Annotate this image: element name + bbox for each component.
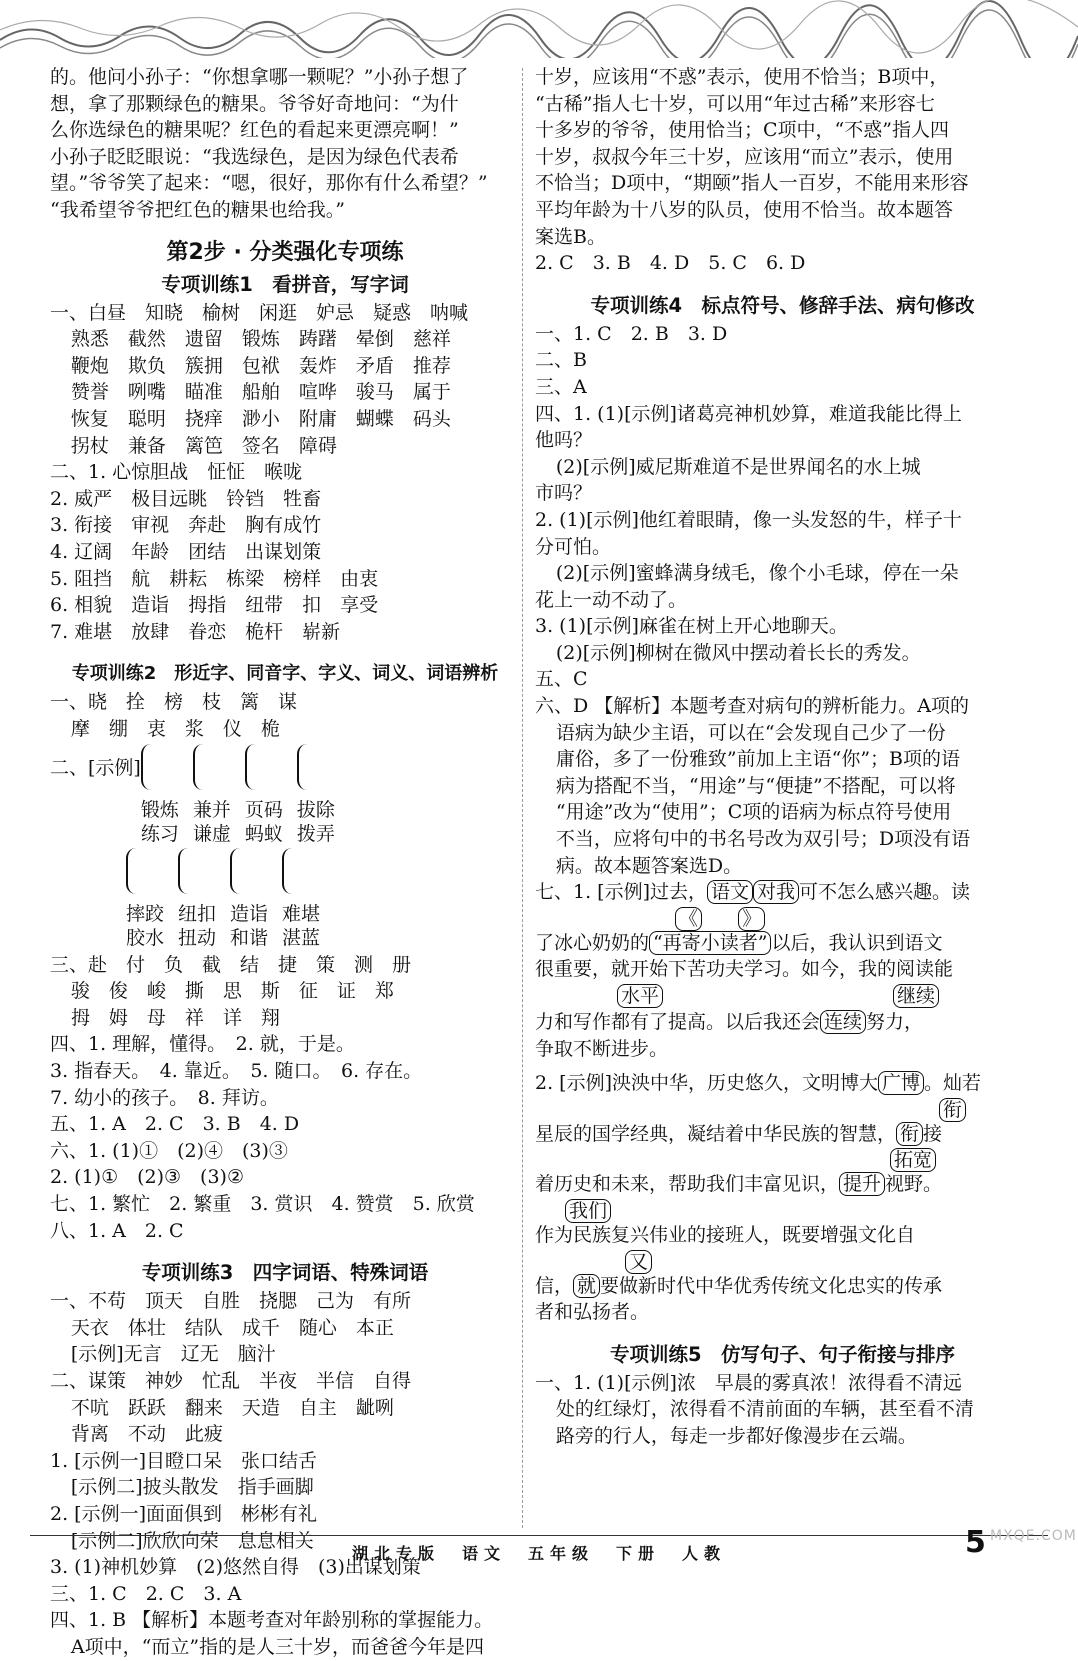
insertion-line bbox=[535, 1198, 1030, 1222]
section-heading-4: 专项训练4 标点符号、修辞手法、病句修改 bbox=[590, 293, 975, 317]
answer-line: 二、1. 心惊胆战 怔怔 喉咙 bbox=[50, 461, 303, 484]
insertion-line bbox=[535, 906, 1030, 930]
correction-line bbox=[535, 930, 1030, 957]
word: 和谐 bbox=[230, 926, 269, 949]
page-footer bbox=[0, 1535, 1078, 1565]
text: 信， bbox=[535, 1274, 574, 1297]
text-line: 么你选绿色的糖果呢？红色的看起来更漂亮啊！” bbox=[50, 119, 459, 142]
text: 了冰心奶奶的 bbox=[535, 931, 650, 954]
section-2-answers bbox=[50, 689, 520, 1244]
answer-line: 一、白昼 知晓 榆树 闲逛 妒忌 疑惑 呐喊 bbox=[50, 301, 469, 324]
text: 星辰的国学经典，凝结着中华民族的智慧， bbox=[535, 1122, 897, 1145]
answer-line: 七、1. 繁忙 2. 繁重 3. 赏识 4. 赞赏 5. 欣赏 bbox=[50, 1193, 475, 1215]
answer-line: 十岁，应该用“不惑”表示，使用不恰当；B项中， bbox=[535, 66, 949, 88]
answer-line: 3. (1)[示例]麻雀在树上开心地聊天。 bbox=[535, 615, 848, 638]
word: 纽扣 bbox=[178, 902, 217, 925]
boxed-word: 连续 bbox=[820, 1010, 866, 1034]
answer-line: 病。故本题答案选D。 bbox=[555, 854, 743, 877]
answer-line: 五、C bbox=[535, 668, 588, 691]
column-divider bbox=[522, 68, 523, 1528]
text: 可不怎么感兴趣。读 bbox=[799, 881, 971, 904]
answer-line: 一、不苟 顶天 自胜 挠腮 己为 有所 bbox=[50, 1290, 412, 1313]
word-pair bbox=[193, 744, 231, 846]
footer-text: 湖北专版 语文 五年级 下册 人教 bbox=[351, 1544, 726, 1563]
answer-line: 三、1. C 2. C 3. A bbox=[50, 1582, 242, 1605]
word: 扭动 bbox=[178, 926, 217, 949]
correction-line bbox=[535, 1009, 1030, 1036]
answer-line: 四、1. (1)[示例]诸葛亮神机妙算，难道我能比得上 bbox=[535, 402, 962, 425]
text: 2. [示例]泱泱中华，历史悠久，文明博大 bbox=[535, 1072, 878, 1095]
section-4-answers bbox=[535, 321, 1030, 879]
answer-line: 不当，应将句中的书名号改为双引号；D项没有语 bbox=[555, 828, 971, 851]
section-heading-5: 专项训练5 仿写句子、句子衔接与排序 bbox=[609, 1342, 956, 1366]
text-line: “我希望爷爷把红色的糖果也给我。” bbox=[50, 198, 345, 221]
answer-line: 五、1. A 2. C 3. B 4. D bbox=[50, 1113, 300, 1136]
word-pair bbox=[245, 744, 283, 846]
word: 拨弄 bbox=[296, 823, 335, 846]
correction-line bbox=[535, 1070, 1030, 1097]
answer-line: (2)[示例]蜜蜂满身绒毛，像个小毛球，停在一朵 bbox=[555, 562, 959, 585]
answer-line: 恢复 聪明 挠痒 渺小 附庸 蝴蝶 码头 bbox=[70, 407, 451, 430]
answer-line: 平均年龄为十八岁的队员，使用不恰当。故本题答 bbox=[535, 198, 954, 221]
word: 蚂蚁 bbox=[244, 823, 283, 846]
answer-line: 一、1. (1)[示例]浓 早晨的雾真浓！浓得看不清远 bbox=[535, 1371, 962, 1394]
answer-line: 四、1. 理解，懂得。 2. 就，于是。 bbox=[50, 1033, 355, 1056]
correction-passage-1 bbox=[535, 879, 1030, 1062]
correction-line: 很重要，就开始下苦功夫学习。如今，我的阅读能 bbox=[535, 958, 954, 981]
word-pair bbox=[282, 848, 320, 950]
section-3-answers bbox=[50, 1288, 520, 1660]
answer-line: 不吭 跃跃 翻来 天造 自主 龇咧 bbox=[70, 1396, 394, 1419]
answer-line: 2. [示例一]面面俱到 彬彬有礼 bbox=[50, 1502, 317, 1525]
boxed-word: 广博 bbox=[878, 1071, 924, 1095]
text-line: 望。”爷爷笑了起来：“嗯，很好，那你有什么希望？” bbox=[50, 172, 488, 195]
answer-line: 拐杖 兼备 篱笆 签名 障碍 bbox=[70, 434, 337, 457]
answer-line: 7. 难堪 放肆 眷恋 桅杆 崭新 bbox=[50, 620, 341, 643]
answer-line: 三、赴 付 负 截 结 捷 策 测 册 bbox=[50, 953, 412, 976]
boxed-word: 对我 bbox=[753, 880, 799, 904]
story-passage bbox=[50, 64, 520, 224]
word: 谦虚 bbox=[192, 823, 231, 846]
example-prefix: 二、[示例] bbox=[50, 757, 141, 780]
text-line: 的。他问小孙子：“你想拿哪一颗呢？”小孙子想了 bbox=[50, 66, 469, 88]
correction-line: 争取不断进步。 bbox=[535, 1037, 669, 1060]
word: 页码 bbox=[244, 799, 283, 822]
answer-line: A项中，“而立”指的是人三十岁，而爸爸今年是四 bbox=[70, 1635, 485, 1658]
answer-line: 他吗？ bbox=[535, 429, 593, 452]
inserted-word: 拓宽 bbox=[890, 1148, 936, 1172]
word: 锻炼 bbox=[140, 799, 179, 822]
answer-line: 鞭炮 欺负 簇拥 包袱 轰炸 矛盾 推荐 bbox=[70, 354, 451, 377]
boxed-word: 就 bbox=[573, 1274, 600, 1298]
word: 难堪 bbox=[282, 902, 321, 925]
step-heading: 第2步 · 分类强化专项练 bbox=[166, 239, 404, 265]
inserted-word: 继续 bbox=[893, 984, 939, 1008]
answer-line: 2. 威严 极目远眺 铃铛 牲畜 bbox=[50, 487, 322, 510]
inserted-mark: 《 bbox=[675, 907, 702, 931]
answer-line: 骏 俊 峻 撕 思 斯 征 证 郑 bbox=[70, 980, 394, 1003]
answer-line: 二、谋策 神妙 忙乱 半夜 半信 自得 bbox=[50, 1369, 412, 1392]
answer-line: 一、晓 拴 榜 枝 篱 谋 bbox=[50, 691, 298, 714]
inserted-word: 衔 bbox=[939, 1098, 966, 1122]
answer-line: 一、1. C 2. B 3. D bbox=[535, 322, 728, 345]
correction-line: 者和弘扬者。 bbox=[535, 1301, 650, 1324]
answer-line: 3. 衔接 审视 奔赴 胸有成竹 bbox=[50, 514, 322, 537]
boxed-word: “再寄小读者” bbox=[649, 931, 771, 955]
answer-line: [示例二]欣欣向荣 息息相关 bbox=[70, 1529, 314, 1552]
correction-line bbox=[535, 1273, 1030, 1300]
word-pair bbox=[126, 848, 164, 950]
answer-line: 语病为缺少主语，可以在“会发现自己少了一份 bbox=[555, 721, 946, 744]
inserted-mark: 》 bbox=[738, 907, 765, 931]
text: 视野。 bbox=[885, 1173, 943, 1196]
word: 摔跤 bbox=[126, 902, 165, 925]
inserted-word: 水平 bbox=[617, 984, 663, 1008]
word: 兼并 bbox=[192, 799, 231, 822]
answer-line: 天衣 体壮 结队 成千 随心 本正 bbox=[70, 1316, 394, 1339]
insertion-line bbox=[535, 1097, 1030, 1121]
answer-line: 6. 相貌 造诣 拇指 纽带 扣 享受 bbox=[50, 594, 379, 617]
section-5-answers bbox=[535, 1370, 1030, 1450]
answer-line: 5. 阻挡 航 耕耘 栋梁 榜样 由衷 bbox=[50, 567, 379, 590]
text: 。灿若 bbox=[924, 1072, 982, 1095]
answer-line: 路旁的行人，每走一步都好像漫步在云端。 bbox=[555, 1424, 917, 1447]
answer-line: 案选B。 bbox=[535, 225, 606, 248]
answer-line: 二、B bbox=[535, 349, 587, 372]
text: 努力， bbox=[866, 1011, 924, 1033]
word-pair bbox=[178, 848, 216, 950]
correction-line: 作为民族复兴伟业的接班人，既要增强文化自 bbox=[535, 1223, 916, 1246]
answer-line: 三、A bbox=[535, 375, 587, 398]
correction-line bbox=[535, 1171, 1030, 1198]
section-heading-1: 专项训练1 看拼音，写字词 bbox=[161, 272, 409, 296]
correction-line bbox=[535, 879, 1030, 906]
boxed-word: 提升 bbox=[839, 1172, 885, 1196]
answer-line: 分可怕。 bbox=[535, 535, 612, 558]
boxed-word: 语文 bbox=[707, 880, 753, 904]
answer-line: (2)[示例]柳树在微风中摆动着长长的秀发。 bbox=[555, 641, 921, 664]
answer-line: 1. [示例一]目瞪口呆 张口结舌 bbox=[50, 1449, 317, 1472]
answer-line: 2. C 3. B 4. D 5. C 6. D bbox=[535, 252, 806, 275]
answer-line: 八、1. A 2. C bbox=[50, 1219, 184, 1242]
answer-line: 六、1. (1)① (2)④ (3)③ bbox=[50, 1139, 288, 1162]
answer-line: 六、D 【解析】本题考查对病句的辨析能力。A项的 bbox=[535, 695, 969, 718]
word-pair bbox=[141, 744, 179, 846]
text-line: 小孙子眨眨眼说：“我选绿色，是因为绿色代表希 bbox=[50, 145, 459, 168]
answer-line: 庸俗，多了一份雅致”前加上主语“你”；B项的语 bbox=[555, 748, 960, 771]
answer-line: 2. (1)① (2)③ (3)② bbox=[50, 1166, 245, 1189]
answer-line: 市吗？ bbox=[535, 482, 593, 505]
inserted-word: 我们 bbox=[565, 1199, 611, 1223]
section-heading-2: 专项训练2 形近字、同音字、字义、词义、词语辨析 bbox=[71, 663, 499, 685]
left-column bbox=[50, 64, 520, 1661]
answer-line: 2. (1)[示例]他红着眼睛，像一头发怒的牛，样子十 bbox=[535, 508, 962, 531]
text-line: 想，拿了那颗绿色的糖果。爷爷好奇地问：“为什 bbox=[50, 92, 459, 115]
insertion-line bbox=[535, 1147, 1030, 1171]
word-pair bbox=[297, 744, 335, 846]
text: 接 bbox=[923, 1122, 943, 1145]
answer-line: “用途”改为“使用”；C项的语病为标点符号使用 bbox=[555, 801, 952, 824]
text: 力和写作 bbox=[535, 1011, 612, 1033]
answer-line: 赞誉 咧嘴 瞄准 船舶 喧哗 骏马 属于 bbox=[70, 381, 451, 404]
answer-line: 十岁，叔叔今年三十岁，应该用“而立”表示，使用 bbox=[535, 145, 954, 168]
text: 要做新时代中华优秀传统文化忠实的传承 bbox=[600, 1274, 943, 1297]
inserted-word: 又 bbox=[625, 1250, 652, 1274]
text: 都有了提高。以后我还会 bbox=[611, 1011, 821, 1033]
word: 练习 bbox=[140, 823, 179, 846]
word: 湛蓝 bbox=[282, 926, 321, 949]
answer-line: “古稀”指人七十岁，可以用“年过古稀”来形容七 bbox=[535, 92, 935, 115]
top-wave-border bbox=[0, 0, 1078, 58]
section-3-continued bbox=[535, 64, 1030, 277]
answer-line: [示例二]披头散发 指手画脚 bbox=[70, 1476, 314, 1499]
section-1-answers bbox=[50, 300, 520, 646]
answer-line: 处的红绿灯，浓得看不清前面的车辆，甚至看不清 bbox=[555, 1398, 974, 1421]
insertion-line bbox=[535, 983, 1030, 1009]
answer-line: 不恰当；D项中，“期颐”指人一百岁，不能用来形容 bbox=[535, 172, 969, 195]
boxed-word: 衔 bbox=[896, 1122, 923, 1146]
answer-line: 摩 绷 衷 浆 仪 桅 bbox=[70, 717, 280, 740]
text: 着历史和未来，帮助我们丰富见识， bbox=[535, 1173, 840, 1196]
answer-line: 背离 不动 此疲 bbox=[70, 1423, 223, 1446]
word: 拔除 bbox=[296, 799, 335, 822]
correction-line bbox=[535, 1121, 1030, 1148]
answer-line: 熟悉 截然 遗留 锻炼 踌躇 晕倒 慈祥 bbox=[70, 328, 451, 351]
answer-line: 花上一动不动了。 bbox=[535, 588, 688, 611]
correction-passage-2 bbox=[535, 1070, 1030, 1326]
watermark: MXQE.COM bbox=[990, 1528, 1077, 1544]
answer-line: 4. 辽阔 年龄 团结 出谋划策 bbox=[50, 540, 322, 563]
answer-line: 四、1. B 【解析】本题考查对年龄别称的掌握能力。 bbox=[50, 1609, 494, 1632]
answer-line: (2)[示例]威尼斯难道不是世界闻名的水上城 bbox=[555, 455, 921, 478]
text: 七、1. [示例]过去， bbox=[535, 881, 707, 904]
insertion-line bbox=[535, 1249, 1030, 1273]
word: 胶水 bbox=[126, 926, 165, 949]
word: 造诣 bbox=[230, 902, 269, 925]
right-column bbox=[535, 64, 1030, 1450]
section-heading-3: 专项训练3 四字词语、特殊词语 bbox=[141, 1261, 429, 1285]
answer-line: 3. (1)神机妙算 (2)悠然自得 (3)出谋划策 bbox=[50, 1556, 421, 1579]
answer-line: [示例]无言 辽无 脑汁 bbox=[70, 1343, 276, 1366]
word-pair bbox=[230, 848, 268, 950]
text: 以后，我认识到语文 bbox=[771, 931, 943, 954]
answer-line: 7. 幼小的孩子。 8. 拜访。 bbox=[50, 1086, 279, 1109]
word-pair-row bbox=[126, 848, 520, 950]
page-number: 5 bbox=[965, 1525, 986, 1560]
word-pair-row bbox=[50, 744, 520, 846]
answer-line: 3. 指春天。 4. 靠近。 5. 随口。 6. 存在。 bbox=[50, 1060, 423, 1083]
answer-line: 病为搭配不当，“用途”与“便捷”不搭配，可以将 bbox=[555, 774, 956, 797]
answer-line: 十多岁的爷爷，使用恰当；C项中，“不惑”指人四 bbox=[535, 119, 949, 142]
answer-line: 拇 姆 母 祥 详 翔 bbox=[70, 1006, 280, 1029]
